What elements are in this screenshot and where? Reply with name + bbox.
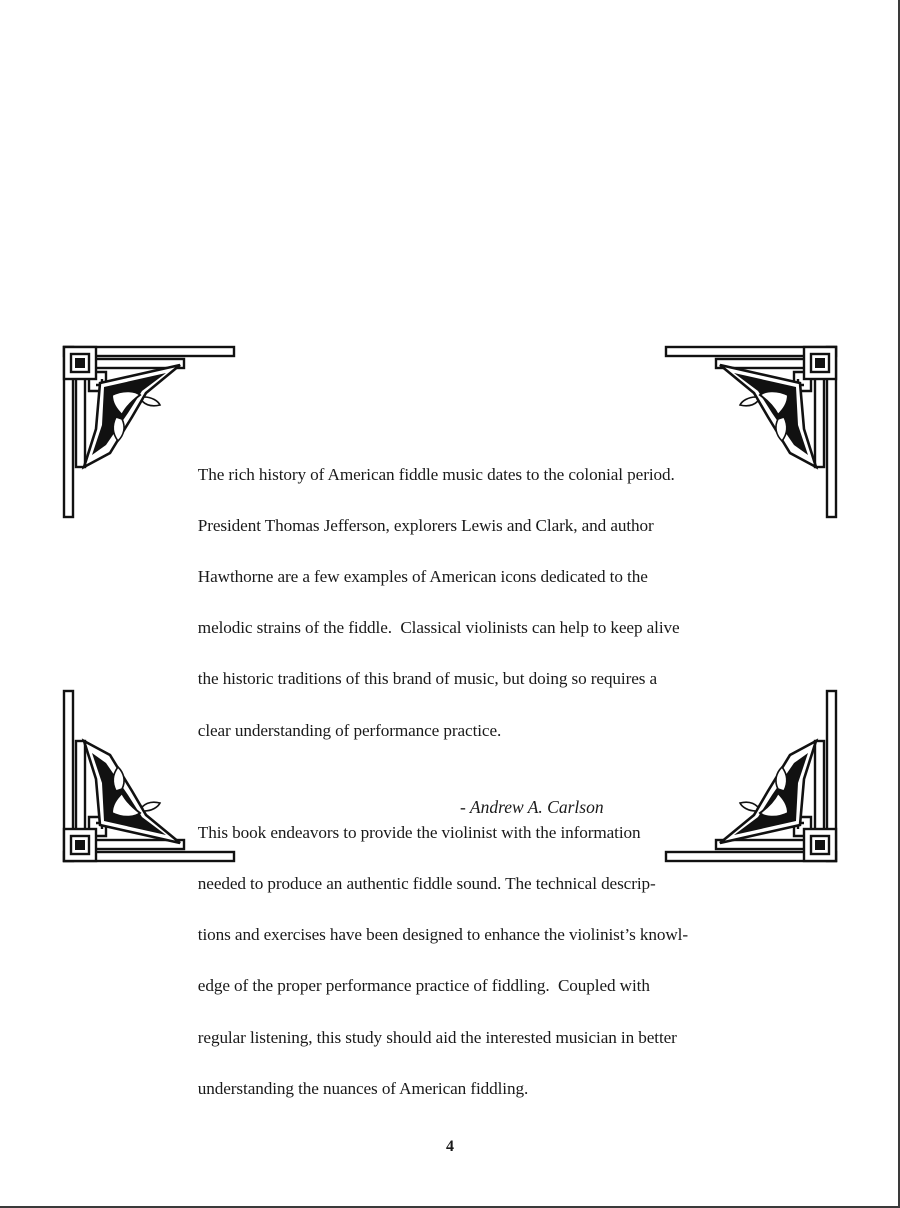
author-signature: - Andrew A. Carlson xyxy=(460,797,604,817)
preface-text xyxy=(181,436,741,1127)
text-line: the historic traditions of this brand of music, but doing so requires a xyxy=(197,669,658,689)
text-line: needed to produce an authentic fiddle sound. The technical descrip- xyxy=(197,874,656,894)
paragraph xyxy=(181,436,741,769)
text-line: Hawthorne are a few examples of American icons dedicated to the xyxy=(197,566,648,586)
text-line: edge of the proper performance practice of fiddling. Coupled with xyxy=(197,976,650,996)
text-line: melodic strains of the fiddle. Classical violinists can help to keep alive xyxy=(197,618,680,638)
text-line: The rich history of American fiddle music dates to the colonial period. xyxy=(197,464,675,484)
paragraph xyxy=(181,794,741,1127)
text-line: clear understanding of performance practice. xyxy=(197,720,502,740)
page-number: 4 xyxy=(446,1138,454,1155)
text-line: tions and exercises have been designed to enhance the violinist’s knowl- xyxy=(197,925,688,945)
text-line: understanding the nuances of American fiddling. xyxy=(197,1078,529,1098)
text-line: President Thomas Jefferson, explorers Lewis and Clark, and author xyxy=(197,515,654,535)
text-line: regular listening, this study should aid the interested musician in better xyxy=(197,1027,677,1047)
text-line: This book endeavors to provide the violinist with the information xyxy=(197,822,641,842)
